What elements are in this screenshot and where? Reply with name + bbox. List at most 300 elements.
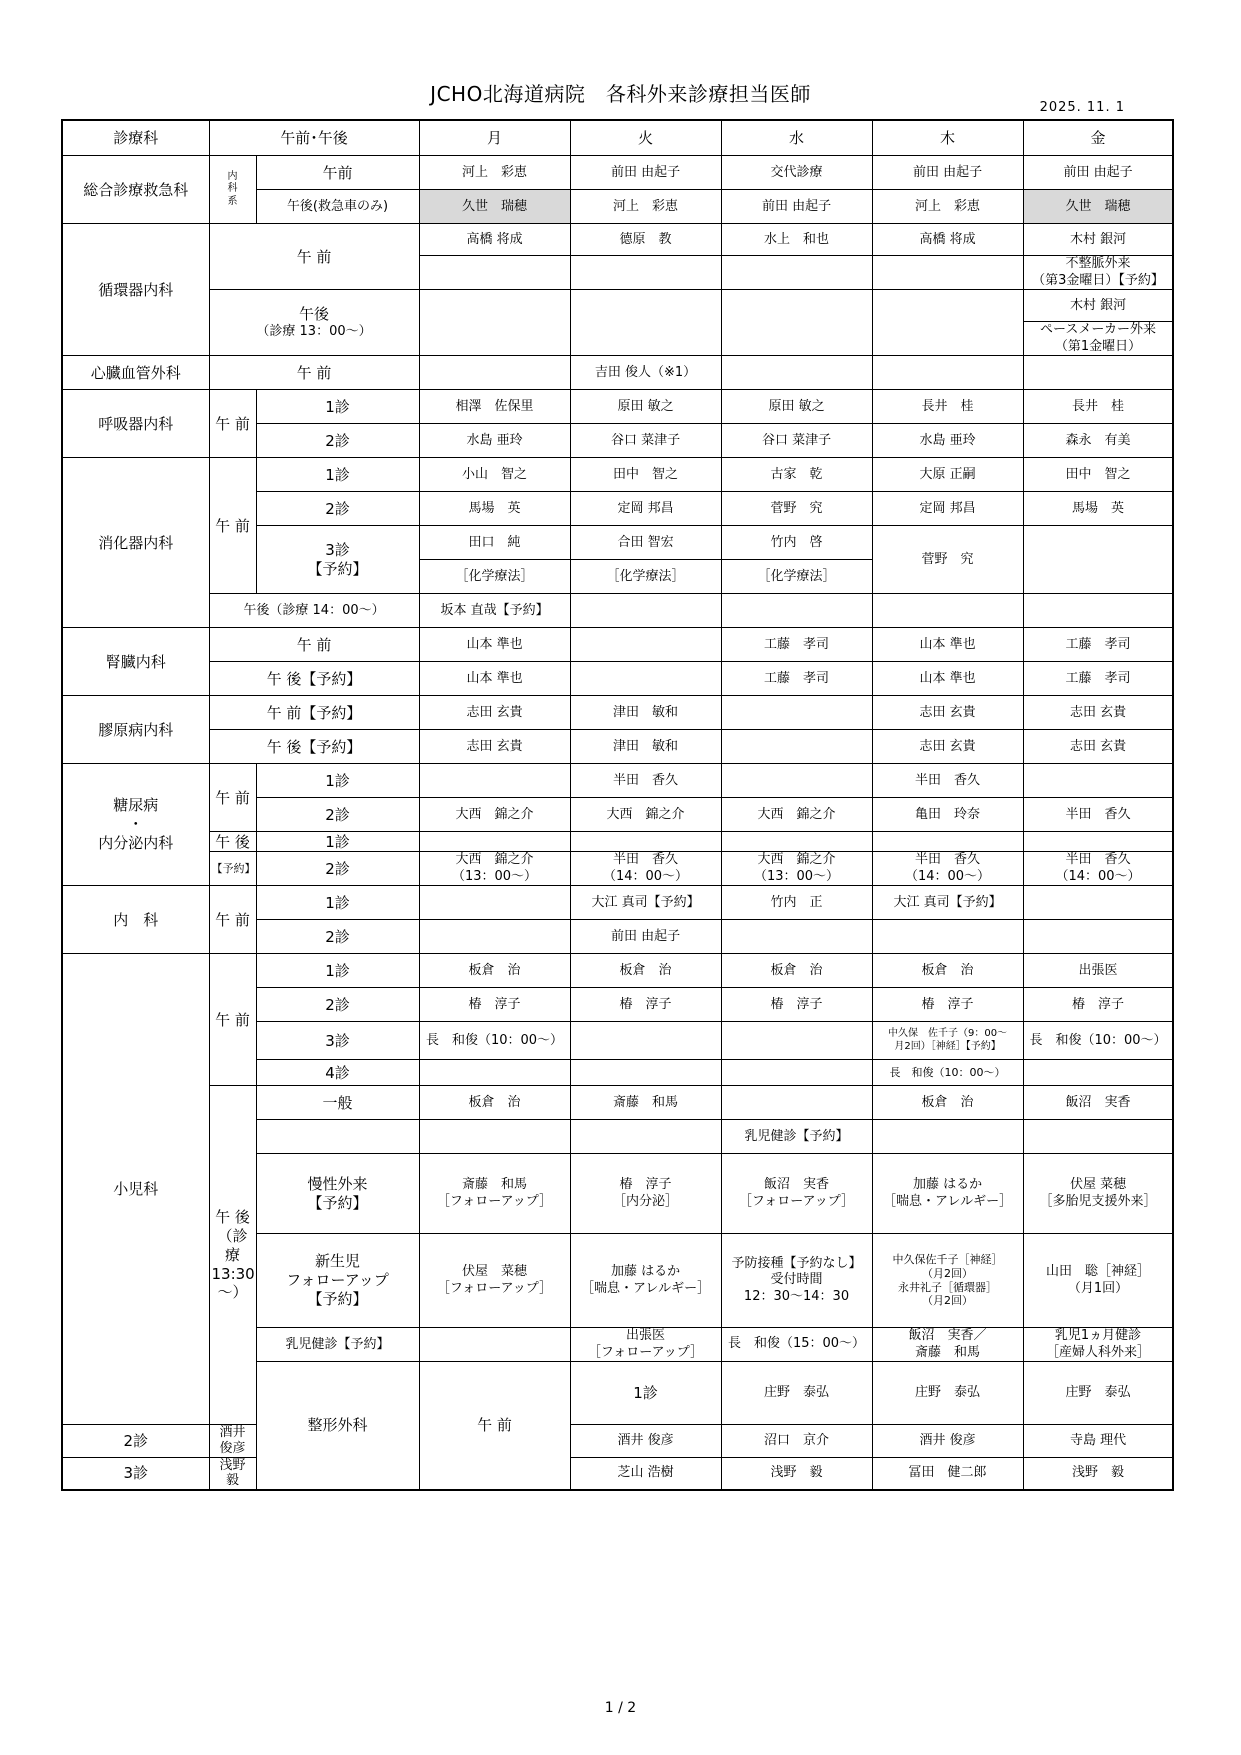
doctor-cell: 久世 瑞穂 [1023, 190, 1173, 224]
room-label: 4診 [256, 1060, 419, 1086]
doctor-cell [721, 1328, 872, 1362]
cell-line: 12：30～14：30 [743, 1288, 850, 1304]
doctor-cell [570, 832, 721, 852]
cell-line: 中久保佐千子［神経］ [892, 1253, 1003, 1266]
doctor-cell: 森永 有美 [1023, 424, 1173, 458]
doctor-cell: 河上 彩恵 [872, 190, 1023, 224]
doctor-cell [419, 886, 570, 920]
doctor-cell: 竹内 正 [721, 886, 872, 920]
doctor-cell [1023, 356, 1173, 390]
dept-junkanki: 循環器内科 [62, 224, 209, 356]
cell-line: 受付時間 [770, 1272, 823, 1288]
doctor-cell [570, 1328, 721, 1362]
doctor-cell: 相澤 佐保里 [419, 390, 570, 424]
doctor-cell [872, 356, 1023, 390]
doctor-cell [1023, 322, 1173, 356]
doctor-cell [1023, 1120, 1173, 1154]
session-label: 午 前 [209, 954, 256, 1086]
doctor-cell: 亀田 玲奈 [872, 798, 1023, 832]
doctor-cell: 長井 桂 [1023, 390, 1173, 424]
session-label: 午 前 [209, 628, 419, 662]
room-label: 1診 [570, 1362, 721, 1425]
session-label: 午後（診療 14：00～） [209, 594, 419, 628]
cell-line: フォローアップ [286, 1271, 389, 1290]
cell-line: 【予約】 [307, 559, 368, 578]
room-label: 1診 [256, 832, 419, 852]
doctor-cell [872, 594, 1023, 628]
doctor-cell: 椿 淳子 [419, 988, 570, 1022]
doctor-cell [872, 1120, 1023, 1154]
doctor-cell: 浅野 毅 [209, 1457, 256, 1490]
doctor-cell [570, 1120, 721, 1154]
sogo-side-label [209, 156, 256, 224]
doctor-cell [1023, 920, 1173, 954]
doctor-cell: 板倉 治 [419, 1086, 570, 1120]
cell-line: 椿 淳子 [619, 1177, 672, 1193]
cell-line: 伏屋 菜穂 [1069, 1177, 1127, 1193]
doctor-cell: 志田 玄貴 [419, 730, 570, 764]
doctor-cell [419, 832, 570, 852]
cell-line: 系 [227, 195, 238, 207]
cell-line: 乳児1ヵ月健診 [1054, 1328, 1142, 1344]
cell-line: 加藤 はるか [610, 1264, 681, 1280]
room-label: 1診 [256, 954, 419, 988]
dept-seikei: 整形外科 [256, 1362, 419, 1490]
doctor-cell: 板倉 治 [872, 1086, 1023, 1120]
doctor-cell [1023, 1154, 1173, 1234]
doctor-cell: 酒井 俊彦 [209, 1425, 256, 1457]
room-label: 2診 [256, 852, 419, 886]
cell-line: 加藤 はるか [912, 1177, 983, 1193]
doctor-cell [721, 730, 872, 764]
cell-line: 山田 聡［神経］ [1046, 1264, 1151, 1280]
doctor-cell [721, 356, 872, 390]
dept-sogo: 総合診療救急科 [62, 156, 209, 224]
doctor-cell [721, 1060, 872, 1086]
doctor-cell: 菅野 究 [872, 526, 1023, 594]
doctor-cell [1023, 526, 1173, 594]
cell-line: （月2回） [922, 1294, 974, 1308]
doctor-cell: 椿 淳子 [872, 988, 1023, 1022]
cell-line: 午 後 [215, 1208, 250, 1227]
session-label: 午 後【予約】 [209, 662, 419, 696]
dept-shinzo: 心臓血管外科 [62, 356, 209, 390]
doctor-cell [872, 1154, 1023, 1234]
cell-line: 糖尿病 [113, 796, 159, 815]
room-label: 乳児健診【予約】 [256, 1328, 419, 1362]
cell-line: （第1金曜日） [1054, 338, 1142, 354]
doctor-cell [721, 290, 872, 356]
doctor-cell: 田口 純 [419, 526, 570, 560]
doctor-cell: 椿 淳子 [721, 988, 872, 1022]
cell-line: 大西 錦之介 [455, 852, 534, 868]
cell-line: 斎藤 和馬 [462, 1177, 528, 1193]
doctor-cell [419, 256, 570, 290]
doctor-cell: 原田 敏之 [570, 390, 721, 424]
cell-line: 不整脈外来 [1065, 256, 1131, 272]
doctor-cell: 田中 智之 [570, 458, 721, 492]
room-label: 3診 [256, 1022, 419, 1060]
doctor-cell [872, 290, 1023, 356]
doctor-cell [570, 1060, 721, 1086]
cell-line: 大西 錦之介 [757, 852, 836, 868]
schedule-table [61, 119, 1174, 1491]
room-label: 3診 [62, 1457, 209, 1490]
doctor-cell [1023, 1328, 1173, 1362]
doctor-cell: 長 和俊（10：00～） [1023, 1022, 1173, 1060]
doctor-cell [570, 290, 721, 356]
room-label [256, 526, 419, 594]
doctor-cell [1023, 886, 1173, 920]
session-label: 午 前 [419, 1362, 570, 1490]
session-label: 午前 [256, 156, 419, 190]
room-label: 2診 [256, 492, 419, 526]
cell-line: （14：00～） [1055, 868, 1141, 884]
doctor-cell: 河上 彩恵 [419, 156, 570, 190]
header-day-2: 水 [721, 120, 872, 156]
header-session: 午前･午後 [209, 120, 419, 156]
doctor-cell [872, 832, 1023, 852]
doctor-cell: 志田 玄貴 [1023, 730, 1173, 764]
session-label [209, 290, 419, 356]
doctor-cell [419, 1234, 570, 1328]
header-day-0: 月 [419, 120, 570, 156]
cell-line: 半田 香久 [1065, 852, 1131, 868]
doctor-cell [1023, 832, 1173, 852]
cell-line: 【予約】 [307, 1289, 368, 1308]
doctor-cell: 工藤 孝司 [721, 628, 872, 662]
doctor-cell: 前田 由起子 [570, 156, 721, 190]
doctor-cell: 大西 錦之介 [570, 798, 721, 832]
doctor-cell: 半田 香久 [872, 764, 1023, 798]
doctor-cell: 定岡 邦昌 [872, 492, 1023, 526]
room-label: 2診 [256, 988, 419, 1022]
doctor-cell: 吉田 俊人（※1） [570, 356, 721, 390]
doctor-cell: 小山 智之 [419, 458, 570, 492]
doctor-cell [721, 1154, 872, 1234]
doctor-cell: 前田 由起子 [1023, 156, 1173, 190]
doctor-cell: 大江 真司【予約】 [570, 886, 721, 920]
doctor-cell: 椿 淳子 [1023, 988, 1173, 1022]
session-label: 午 前 [209, 356, 419, 390]
room-label: 一般 [256, 1086, 419, 1120]
doctor-cell [721, 852, 872, 886]
cell-line: 13:30 [211, 1264, 255, 1283]
doctor-cell [1023, 1234, 1173, 1328]
doctor-cell [419, 852, 570, 886]
doctor-cell [872, 1328, 1023, 1362]
cell-line: （第3金曜日）【予約】 [1032, 272, 1164, 288]
doctor-cell [419, 764, 570, 798]
session-label: 午 後 [209, 832, 256, 852]
cell-line: （14：00～） [904, 868, 991, 884]
cell-line: 内分泌内科 [98, 833, 174, 852]
doctor-cell: 志田 玄貴 [419, 696, 570, 730]
doctor-cell [872, 256, 1023, 290]
doctor-cell: 合田 智宏 [570, 526, 721, 560]
doctor-cell: ［化学療法］ [570, 560, 721, 594]
doctor-cell [570, 852, 721, 886]
doctor-cell: 谷口 菜津子 [721, 424, 872, 458]
doctor-cell: 田中 智之 [1023, 458, 1173, 492]
doctor-cell [721, 696, 872, 730]
dept-shoni: 小児科 [62, 954, 209, 1425]
cell-line: 内 [227, 170, 238, 182]
dept-naika: 内 科 [62, 886, 209, 954]
page-number: 1 / 2 [604, 1700, 637, 1716]
cell-line: （14：00～） [602, 868, 689, 884]
cell-line: 長 和俊（15：00～） [727, 1336, 866, 1352]
doctor-cell [721, 594, 872, 628]
doctor-cell: 酒井 俊彦 [872, 1425, 1023, 1457]
doctor-cell [721, 920, 872, 954]
doctor-cell: 芝山 浩樹 [570, 1457, 721, 1490]
cell-line: ［産婦人科外来］ [1046, 1344, 1151, 1360]
doctor-cell [419, 1120, 570, 1154]
cell-line: 飯沼 実香／ [908, 1328, 987, 1344]
doctor-cell: 工藤 孝司 [1023, 628, 1173, 662]
header-day-3: 木 [872, 120, 1023, 156]
room-label: 2診 [256, 798, 419, 832]
doctor-cell [872, 1234, 1023, 1328]
doctor-cell: 高橋 将成 [872, 224, 1023, 256]
dept-shokaki: 消化器内科 [62, 458, 209, 628]
doctor-cell: 津田 敏和 [570, 730, 721, 764]
doctor-cell: 長井 桂 [872, 390, 1023, 424]
doctor-cell: 馬場 英 [419, 492, 570, 526]
doctor-cell: 工藤 孝司 [1023, 662, 1173, 696]
session-label: 午 後【予約】 [209, 730, 419, 764]
doctor-cell: 大西 錦之介 [419, 798, 570, 832]
doctor-cell: 山本 準也 [872, 628, 1023, 662]
doctor-cell: 庄野 泰弘 [721, 1362, 872, 1425]
doctor-cell: 高橋 将成 [419, 224, 570, 256]
doctor-cell: 庄野 泰弘 [1023, 1362, 1173, 1425]
cell-line: 科 [227, 183, 238, 195]
header-dept: 診療科 [62, 120, 209, 156]
doctor-cell [721, 256, 872, 290]
doctor-cell: 板倉 治 [721, 954, 872, 988]
doctor-cell [419, 1060, 570, 1086]
doctor-cell [872, 1022, 1023, 1060]
session-label: 午 前 [209, 764, 256, 832]
cell-line: 月2回）［神経］【予約】 [894, 1040, 1001, 1052]
doctor-cell: 寺島 理代 [1023, 1425, 1173, 1457]
session-label-sub: （診療 13：00～） [256, 323, 372, 339]
doctor-cell: 水島 亜玲 [872, 424, 1023, 458]
cell-line: 3診 [325, 540, 350, 559]
session-note: 【予約】 [209, 852, 256, 886]
cell-line: 半田 香久 [915, 852, 981, 868]
doctor-cell [1023, 852, 1173, 886]
doctor-cell: 志田 玄貴 [1023, 696, 1173, 730]
doctor-cell [419, 1154, 570, 1234]
session-label: 午後(救急車のみ) [256, 190, 419, 224]
doctor-cell: 津田 敏和 [570, 696, 721, 730]
doctor-cell: 半田 香久 [1023, 798, 1173, 832]
doctor-cell [1023, 1060, 1173, 1086]
doctor-cell: 河上 彩恵 [570, 190, 721, 224]
cell-line: 永井礼子［循環器］ [898, 1280, 998, 1294]
cell-line: 飯沼 実香 [764, 1177, 830, 1193]
dept-kokyuki: 呼吸器内科 [62, 390, 209, 458]
cell-line: （月2回） [922, 1266, 974, 1280]
cell-line: （月1回） [1067, 1280, 1129, 1296]
doctor-cell [419, 356, 570, 390]
room-label: 2診 [256, 424, 419, 458]
doctor-cell: 坂本 直哉【予約】 [419, 594, 570, 628]
room-label: 1診 [256, 390, 419, 424]
cell-line: 伏屋 菜穂 [462, 1264, 528, 1280]
doctor-cell [721, 1234, 872, 1328]
doctor-cell: 山本 準也 [419, 628, 570, 662]
doctor-cell [419, 1328, 570, 1362]
doctor-cell [570, 662, 721, 696]
doctor-cell: 大西 錦之介 [721, 798, 872, 832]
cell-line: 中久保 佐千子（9：00～ [887, 1028, 1008, 1039]
doctor-cell: 竹内 啓 [721, 526, 872, 560]
doctor-cell: 大江 真司【予約】 [872, 886, 1023, 920]
doctor-cell: 沼口 京介 [721, 1425, 872, 1457]
doctor-cell: ［化学療法］ [721, 560, 872, 594]
room-label [256, 1120, 419, 1154]
cell-line: ［フォローアップ］ [436, 1280, 553, 1296]
room-label: 2診 [62, 1425, 209, 1457]
doctor-cell [419, 290, 570, 356]
doctor-cell: 原田 敏之 [721, 390, 872, 424]
dept-tonyo [62, 764, 209, 886]
doctor-cell [570, 1154, 721, 1234]
doctor-cell: 板倉 治 [570, 954, 721, 988]
room-label: 1診 [256, 458, 419, 492]
doctor-cell: 久世 瑞穂 [419, 190, 570, 224]
cell-line: （13：00～） [451, 868, 538, 884]
cell-line: 出張医 [626, 1328, 666, 1344]
doctor-cell: 庄野 泰弘 [872, 1362, 1023, 1425]
cell-line: ［フォローアップ］ [436, 1193, 553, 1209]
doctor-cell [570, 1234, 721, 1328]
cell-line: ［内分泌］ [613, 1193, 679, 1209]
doctor-cell: 飯沼 実香 [1023, 1086, 1173, 1120]
session-label: 午 前 [209, 224, 419, 290]
doctor-cell: 志田 玄貴 [872, 696, 1023, 730]
doctor-cell [721, 1022, 872, 1060]
doctor-cell [570, 1022, 721, 1060]
cell-line: ［フォローアップ］ [587, 1344, 704, 1360]
room-label: 2診 [256, 920, 419, 954]
session-label: 午 前 [209, 390, 256, 458]
doctor-cell [1023, 764, 1173, 798]
cell-line: ・ [128, 815, 144, 834]
doctor-cell: 志田 玄貴 [872, 730, 1023, 764]
session-label-main: 午後 [299, 305, 330, 323]
doctor-cell [872, 920, 1023, 954]
doctor-cell: 浅野 毅 [721, 1457, 872, 1490]
doctor-cell: 交代診療 [721, 156, 872, 190]
cell-line: ～） [217, 1283, 248, 1302]
doctor-cell: 菅野 究 [721, 492, 872, 526]
doctor-cell: 定岡 邦昌 [570, 492, 721, 526]
doctor-cell: 板倉 治 [872, 954, 1023, 988]
doctor-cell [570, 256, 721, 290]
cell-line: ［喘息・アレルギー］ [580, 1280, 711, 1296]
doctor-cell [570, 628, 721, 662]
cell-line: ［多胎児支援外来］ [1039, 1193, 1157, 1209]
cell-line: （診療 [217, 1227, 248, 1264]
doctor-cell: 水上 和也 [721, 224, 872, 256]
cell-line: 新生児 [315, 1252, 361, 1271]
doctor-cell [419, 920, 570, 954]
doctor-cell: 谷口 菜津子 [570, 424, 721, 458]
doctor-cell: 山本 準也 [419, 662, 570, 696]
room-label: 1診 [256, 886, 419, 920]
room-label [256, 1234, 419, 1328]
doctor-cell: 木村 銀河 [1023, 224, 1173, 256]
doctor-cell: 馬場 英 [1023, 492, 1173, 526]
session-label [209, 1086, 256, 1425]
session-label: 午 前 [209, 886, 256, 954]
doctor-cell: 前田 由起子 [872, 156, 1023, 190]
page-title: JCHO北海道病院 各科外来診療担当医師 [430, 82, 811, 106]
cell-line: 【予約】 [307, 1193, 368, 1212]
issue-date: 2025. 11. 1 [1039, 100, 1125, 115]
session-label: 午 前【予約】 [209, 696, 419, 730]
room-label [256, 1154, 419, 1234]
cell-line: 慢性外来 [307, 1174, 368, 1193]
doctor-cell [721, 764, 872, 798]
doctor-cell: 前田 由起子 [721, 190, 872, 224]
doctor-cell: 長 和俊（10：00～） [419, 1022, 570, 1060]
cell-line: 半田 香久 [613, 852, 679, 868]
cell-line: ［喘息・アレルギー］ [882, 1193, 1013, 1209]
doctor-cell: 半田 香久 [570, 764, 721, 798]
doctor-cell: 浅野 毅 [1023, 1457, 1173, 1490]
doctor-cell: 斎藤 和馬 [570, 1086, 721, 1120]
header-day-1: 火 [570, 120, 721, 156]
doctor-cell: ［化学療法］ [419, 560, 570, 594]
doctor-cell: 工藤 孝司 [721, 662, 872, 696]
session-label: 午 前 [209, 458, 256, 594]
doctor-cell [1023, 594, 1173, 628]
dept-kogen: 膠原病内科 [62, 696, 209, 764]
doctor-cell: 長 和俊（10：00～） [872, 1060, 1023, 1086]
doctor-cell: 乳児健診【予約】 [721, 1120, 872, 1154]
doctor-cell: 板倉 治 [419, 954, 570, 988]
header-day-4: 金 [1023, 120, 1173, 156]
doctor-cell: 椿 淳子 [570, 988, 721, 1022]
doctor-cell [721, 832, 872, 852]
doctor-cell: 前田 由起子 [570, 920, 721, 954]
doctor-cell: 古家 乾 [721, 458, 872, 492]
doctor-cell: 木村 銀河 [1023, 290, 1173, 322]
cell-line: ［フォローアップ］ [738, 1193, 855, 1209]
room-label: 1診 [256, 764, 419, 798]
doctor-cell: 出張医 [1023, 954, 1173, 988]
doctor-cell: 大原 正嗣 [872, 458, 1023, 492]
dept-jinzo: 腎臓内科 [62, 628, 209, 696]
doctor-cell: 酒井 俊彦 [570, 1425, 721, 1457]
doctor-cell: 德原 教 [570, 224, 721, 256]
cell-line: （13：00～） [753, 868, 840, 884]
cell-line: 斎藤 和馬 [915, 1344, 981, 1360]
doctor-cell [570, 594, 721, 628]
cell-line: 予防接種【予約なし】 [731, 1256, 862, 1272]
doctor-cell [721, 1086, 872, 1120]
doctor-cell [1023, 256, 1173, 290]
doctor-cell: 冨田 健二郎 [872, 1457, 1023, 1490]
doctor-cell: 水島 亜玲 [419, 424, 570, 458]
doctor-cell: 山本 準也 [872, 662, 1023, 696]
